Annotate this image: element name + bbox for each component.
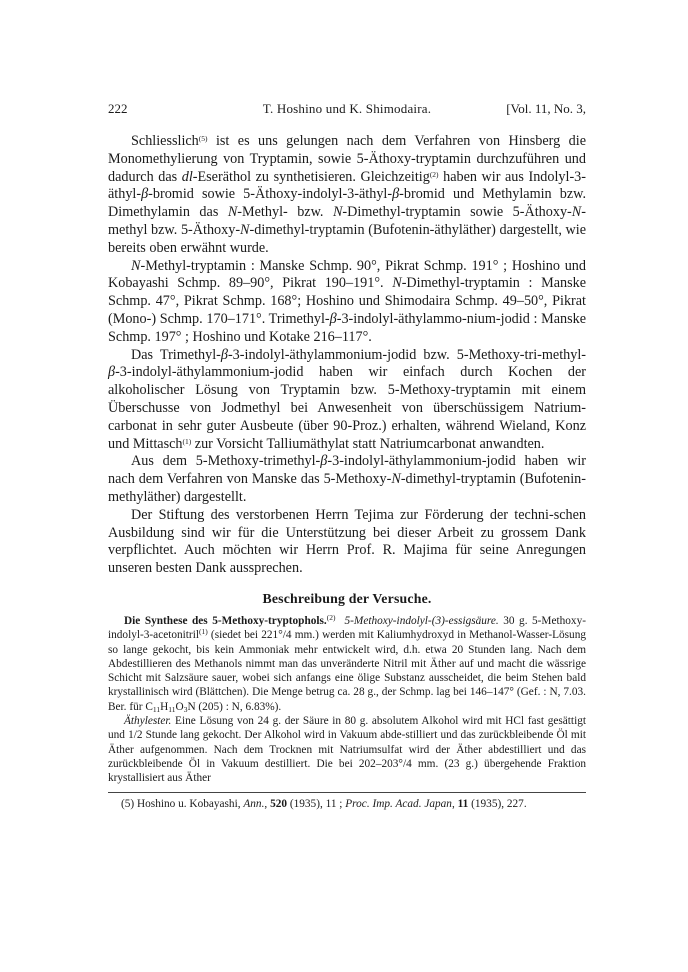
page-header <box>108 101 586 121</box>
article-body <box>108 133 586 785</box>
section-heading: Beschreibung der Versuche. <box>262 590 432 606</box>
paragraph-ethyl-ester: Äthylester. Eine Lösung von 24 g. der Säure in 80 g. absolutem Alkohol wird mit HCl fast gesättigt und 1/2 Stunde lang gekocht. Der Alkohol wird in Vakuum abde-stilliert und das zurückbleibende Öl mit Äther aufgenommen. Nach dem Trocknen mit Natriumsulfat wird der Äther abdestilliert und das zurückbleibende Öl in Vakuum destilliert. Die bei 202–203°/4 mm. (23 g.) übergehende Fraktion krystallisiert aus Äther <box>108 715 586 785</box>
paragraph-bufotenin: Aus dem 5-Methoxy-trimethyl-β-3-indolyl-äthylammonium-jodid haben wir nach dem Verfahren von Manske das 5-Methoxy-N-dimethyl-tryptamin (Bufotenin-methyläther) dargestellt. <box>108 453 587 505</box>
ref-marker: (2) <box>326 612 336 622</box>
volume-info: [Vol. 11, No. 3, <box>506 101 586 116</box>
paragraph-synthesis-intro: Schliesslich$^{(5)}$ ist es uns gelungen nach dem Verfahren von Hinsberg die Monomethylierung von Tryptamin, sowie 5-Äthoxy-tryptamin durchzuführen und dadurch das dl-Eseräthol zu synthetisieren. Gleichzeitig$^{(2)}$ haben wir aus Indolyl-3-äthyl-β-bromid sowie 5-Äthoxy-indolyl-3-äthyl-β-bromid und Methylamin bzw. Dimethylamin das N-Methyl- bzw. N-Dimethyl-tryptamin sowie 5-Äthoxy-N-methyl bzw. 5-Äthoxy-N-dimethyl-tryptamin (Bufotenin-äthyläther) dargestellt, wie bereits oben erwähnt wurde. <box>108 133 587 256</box>
paragraph-melting-points: N-Methyl-tryptamin : Manske Schmp. 90°, Pikrat Schmp. 191° ; Hoshino und Kobayashi Schmp. 89–90°, Pikrat 190–191°. N-Dimethyl-tryptamin : Manske Schmp. 47°, Pikrat Schmp. 168°; Hoshino und Shimodaira Schmp. 49–50°, Pikrat (Mono-) Schmp. 170–171°. Trimethyl-β-3-indolyl-äthylammo-nium-jodid : Manske Schmp. 197° ; Hoshino und Kotake 216–117°. <box>108 257 587 345</box>
running-head: T. Hoshino und K. Shimodaira. <box>262 101 432 116</box>
page-number: 222 <box>108 101 128 116</box>
ref-marker: (5) <box>198 134 208 143</box>
paragraph-ammonium-iodide: Das Trimethyl-β-3-indolyl-äthylammonium-jodid bzw. 5-Methoxy-tri-methyl-β-3-indolyl-äthylammonium-jodid haben wir einfach durch Kochen der alkoholischer Lösung von Tryptamin bzw. 5-Methoxy-tryptamin mit einem Überschusse von Jodmethyl bei Anwesenheit von überschüssigem Natrium-carbonat in sehr guter Ausbeute (über 90-Proz.) erhalten, während Wieland, Konz und Mittasch$^{(1)}$ zur Vorsicht Talliumäthylat statt Natriumcarbonat anwandten. <box>108 346 586 452</box>
paragraph-acknowledgement: Der Stiftung des verstorbenen Herrn Tejima zur Förderung der techni-schen Ausbildung sind wir für die Unterstützung bei dieser Arbeit zu grossem Dank verpflichtet. Auch möchten wir Herrn Prof. R. Majima für seine Anregungen unseren besten Dank aussprechen. <box>108 506 586 577</box>
ref-marker: (1) <box>182 436 192 446</box>
footnote <box>108 797 586 811</box>
footnote-5: (5) Hoshino u. Kobayashi, Ann., 520 (1935), 11 ; Proc. Imp. Acad. Japan, 11 (1935), 227. <box>121 798 527 810</box>
ref-marker: (2) <box>429 169 439 179</box>
paragraph-tryptophol-synthesis: Die Synthese des 5-Methoxy-tryptophols.$^{(2)}$ 5-Methoxy-indolyl-(3)-essigsäure. 30 g. 5-Methoxy-indolyl-3-acetonitril$^{(1)}$ (siedet bei 221°/4 mm.) werden mit Kaliumhydroxyd in Methanol-Wasser-Lösung so lange gekocht, bis kein Ammoniak mehr entwickelt wird, d.h. etwa 20 Stunden lang. Nach dem Abdestillieren des Methanols nimmt man das unveränderte Nitril mit Äther auf und macht die wässrige Schicht mit Salzsäure sauer, wobei sich anfangs eine ölige Substanz ausscheidet, die beim Stehen bald krystallinisch wird (Blättchen). Die Menge betrug ca. 28 g., der Schmp. lag bei 146–147° (Gef. : N, 7.03. Ber. für $C_{11}H_{11}O_3N$ (205) : N, 6.83%). <box>108 612 586 714</box>
ref-marker: (1) <box>198 627 208 637</box>
footnote-divider <box>108 792 586 793</box>
